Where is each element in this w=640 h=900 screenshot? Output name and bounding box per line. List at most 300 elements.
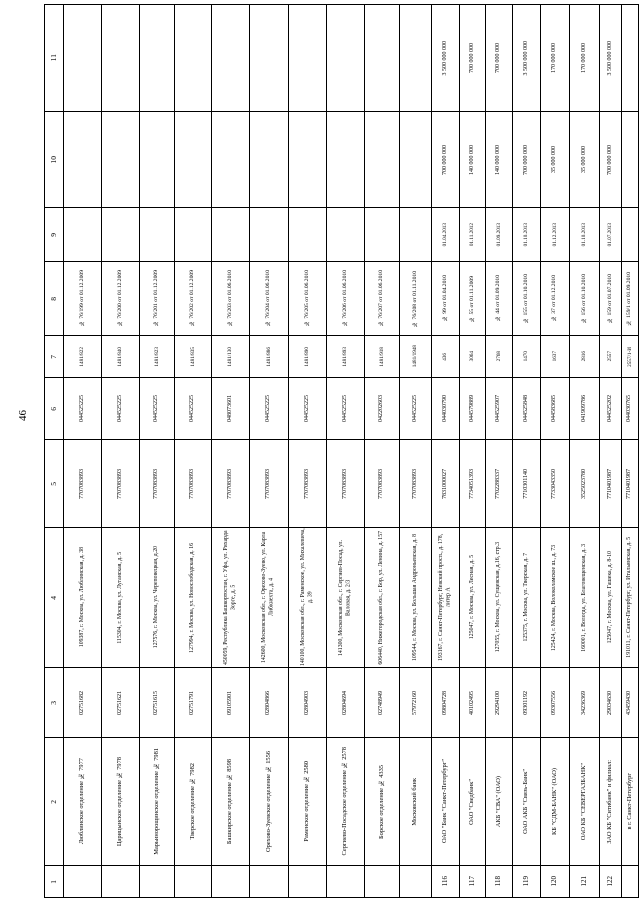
cell-limit bbox=[327, 111, 364, 207]
cell-max bbox=[432, 5, 459, 111]
cell-text: 115304, г. Москва, ул. Луганская, д. 5 bbox=[116, 551, 123, 644]
table-row-strip bbox=[174, 5, 211, 897]
cell-text: 02804694 bbox=[341, 690, 348, 715]
cell-text: 606440, Нижегородская обл., г. Бор, ул. Ленина, д. 157 bbox=[378, 530, 385, 665]
cell-text: 4 bbox=[49, 595, 59, 600]
cell-text: № 44 от 01.09.2010 bbox=[495, 275, 502, 322]
cell-text: 700 000 000 bbox=[441, 144, 448, 175]
cell-doc bbox=[102, 261, 139, 335]
cell-bik bbox=[570, 377, 599, 439]
cell-text: 02748949 bbox=[378, 690, 385, 715]
cell-limit bbox=[64, 111, 101, 207]
cell-text: 140 000 000 bbox=[468, 144, 475, 175]
cell-date bbox=[600, 207, 621, 261]
cell-code bbox=[600, 667, 621, 737]
cell-text: 044525202 bbox=[606, 395, 613, 422]
cell-name bbox=[541, 737, 569, 865]
cell-num bbox=[327, 865, 364, 897]
cell-text: 044525225 bbox=[78, 395, 85, 422]
cell-text: 57972160 bbox=[411, 690, 418, 715]
cell-num bbox=[570, 865, 599, 897]
cell-address bbox=[327, 527, 364, 667]
cell-inn bbox=[460, 439, 485, 527]
cell-inn bbox=[432, 439, 459, 527]
page-number: 46 bbox=[17, 410, 29, 421]
cell-address bbox=[140, 527, 174, 667]
cell-text: 193167, г. Санкт-Петербург, Невский просп., д. 178, литер А bbox=[437, 533, 452, 662]
cell-text: 127994, г. Москва, ул. Новослободская, д. 16 bbox=[189, 542, 196, 653]
cell-limit bbox=[140, 111, 174, 207]
cell-num bbox=[102, 865, 139, 897]
cell-column-header bbox=[45, 377, 63, 439]
cell-doc bbox=[570, 261, 599, 335]
cell-name bbox=[212, 737, 249, 865]
cell-inn bbox=[600, 439, 621, 527]
cell-num bbox=[365, 865, 399, 897]
cell-text: 35 000 000 bbox=[551, 146, 558, 173]
cell-text: 7707083893 bbox=[116, 468, 123, 499]
cell-date bbox=[432, 207, 459, 261]
cell-text: 2768 bbox=[495, 351, 502, 362]
cell-text: 01.11.2012 bbox=[469, 222, 476, 247]
registry-table bbox=[44, 4, 639, 898]
cell-text: 2 bbox=[49, 799, 59, 804]
cell-code bbox=[175, 667, 211, 737]
cell-limit bbox=[175, 111, 211, 207]
cell-text: АКБ "СВА" (ОАО) bbox=[494, 775, 502, 828]
cell-text: 109387, г. Москва, ул. Люблинская, д. 38 bbox=[78, 547, 85, 648]
cell-text: Орехово-Зуевское отделение № 1556 bbox=[264, 750, 272, 853]
cell-code bbox=[541, 667, 569, 737]
cell-text: в г. Санкт-Петербург bbox=[625, 773, 633, 830]
table-row-strip bbox=[364, 5, 399, 897]
cell-column-header bbox=[45, 667, 63, 737]
cell-text: 7710301140 bbox=[522, 468, 529, 499]
cell-text: 119 bbox=[521, 876, 530, 887]
cell-code bbox=[400, 667, 431, 737]
cell-limit bbox=[513, 111, 540, 207]
cell-text: ОАО "Сведбанк" bbox=[468, 778, 476, 825]
cell-inn bbox=[513, 439, 540, 527]
cell-num bbox=[600, 865, 621, 897]
cell-text: 01.10.2013 bbox=[523, 222, 530, 247]
cell-text: Царицынское отделение № 7978 bbox=[116, 756, 124, 847]
cell-date bbox=[250, 207, 288, 261]
cell-code bbox=[432, 667, 459, 737]
cell-text: № 76/204 от 01.06.2010 bbox=[265, 270, 272, 327]
cell-text: Тверское отделение № 7982 bbox=[188, 763, 196, 840]
cell-text: 1470 bbox=[523, 351, 530, 362]
cell-text: 7710401987 bbox=[606, 468, 613, 499]
cell-bik bbox=[400, 377, 431, 439]
cell-max bbox=[622, 5, 638, 111]
cell-text: № 155 от 01.10.2010 bbox=[522, 274, 529, 323]
cell-name bbox=[140, 737, 174, 865]
cell-address bbox=[250, 527, 288, 667]
cell-bik bbox=[250, 377, 288, 439]
cell-doc bbox=[250, 261, 288, 335]
cell-name bbox=[486, 737, 512, 865]
cell-inn bbox=[102, 439, 139, 527]
cell-text: 1481/835 bbox=[189, 346, 196, 367]
table-row-strip bbox=[569, 5, 599, 897]
cell-column-header bbox=[45, 207, 63, 261]
cell-reg bbox=[64, 335, 101, 377]
cell-bik bbox=[64, 377, 101, 439]
cell-date bbox=[622, 207, 638, 261]
cell-text: 116 bbox=[440, 876, 449, 887]
cell-text: 118 bbox=[494, 876, 503, 887]
cell-name bbox=[570, 737, 599, 865]
cell-text: ОАО "Банк "Санкт-Петербург" bbox=[441, 759, 449, 844]
cell-doc bbox=[622, 261, 638, 335]
cell-limit bbox=[460, 111, 485, 207]
cell-text: 1481/130 bbox=[227, 346, 234, 367]
cell-text: 191011, г. Санкт-Петербург, ул. Итальянская, д. 5 bbox=[626, 537, 633, 658]
cell-text: № 99 от 01.04.2010 bbox=[441, 275, 448, 322]
cell-num bbox=[541, 865, 569, 897]
cell-text: 042202603 bbox=[378, 395, 385, 422]
cell-column-header bbox=[45, 737, 63, 865]
cell-reg bbox=[600, 335, 621, 377]
cell-date bbox=[289, 207, 326, 261]
cell-name bbox=[460, 737, 485, 865]
cell-limit bbox=[400, 111, 431, 207]
cell-doc bbox=[486, 261, 512, 335]
cell-bik bbox=[175, 377, 211, 439]
cell-reg bbox=[250, 335, 288, 377]
cell-text: 044525225 bbox=[411, 395, 418, 422]
cell-text: 140100, Московская обл., г. Раменское, ул. Михалевича, д. 39 bbox=[299, 528, 314, 667]
cell-max bbox=[570, 5, 599, 111]
cell-text: Сергиево-Посадское отделение № 2578 bbox=[341, 747, 349, 856]
cell-text: 125047, г. Москва, ул. Гашека, д. 8-10 bbox=[606, 551, 613, 644]
cell-date bbox=[513, 207, 540, 261]
cell-name bbox=[432, 737, 459, 865]
cell-text: 125424, г. Москва, Волоколамское ш., д. 73 bbox=[551, 544, 558, 651]
cell-text: 43459430 bbox=[626, 690, 633, 715]
cell-date bbox=[460, 207, 485, 261]
cell-address bbox=[64, 527, 101, 667]
cell-text: 3525023780 bbox=[580, 468, 587, 499]
cell-text: 142600, Московская обл., г. Орехово-Зуево, ул. Карла Либкнехта, д. 4 bbox=[261, 531, 275, 664]
cell-name bbox=[365, 737, 399, 865]
cell-num bbox=[140, 865, 174, 897]
cell-address bbox=[486, 527, 512, 667]
table-row-strip bbox=[540, 5, 569, 897]
cell-text: ЗАО КБ "Ситибанк" и филиал: bbox=[606, 759, 614, 844]
cell-max bbox=[400, 5, 431, 111]
cell-text: 3 500 000 000 bbox=[441, 40, 448, 76]
cell-text: 02751615 bbox=[153, 690, 160, 715]
cell-max bbox=[250, 5, 288, 111]
cell-text: 044525907 bbox=[495, 395, 502, 422]
cell-text: № 159 от 01.07.2010 bbox=[606, 274, 613, 323]
table-row-strip bbox=[101, 5, 139, 897]
cell-text: 7702288337 bbox=[495, 468, 502, 499]
cell-text: 044525225 bbox=[303, 395, 310, 422]
cell-column-header bbox=[45, 865, 63, 897]
cell-max bbox=[460, 5, 485, 111]
cell-text: 1481/890 bbox=[304, 346, 311, 367]
cell-inn bbox=[64, 439, 101, 527]
cell-column-header bbox=[45, 439, 63, 527]
cell-text: 1481/893 bbox=[342, 346, 349, 367]
cell-inn bbox=[327, 439, 364, 527]
cell-text: 9 bbox=[49, 232, 59, 237]
cell-name bbox=[600, 737, 621, 865]
cell-doc bbox=[175, 261, 211, 335]
cell-text: Раменское отделение № 2580 bbox=[303, 761, 311, 842]
cell-text: 1481/886 bbox=[265, 346, 272, 367]
cell-text: 09307556 bbox=[551, 690, 558, 715]
cell-text: 02751791 bbox=[189, 690, 196, 715]
cell-text: 700 000 000 bbox=[468, 43, 475, 73]
cell-doc bbox=[460, 261, 485, 335]
cell-reg bbox=[400, 335, 431, 377]
cell-text: Марьинорощинское отделение № 7981 bbox=[152, 748, 160, 855]
cell-text: 700 000 000 bbox=[606, 144, 613, 175]
cell-text: 041909786 bbox=[580, 395, 587, 422]
cell-text: 09105901 bbox=[226, 690, 233, 715]
cell-inn bbox=[365, 439, 399, 527]
cell-reg bbox=[486, 335, 512, 377]
cell-bik bbox=[486, 377, 512, 439]
cell-text: № 159/1 от 01.09.2010 bbox=[626, 271, 633, 326]
cell-column-header bbox=[45, 527, 63, 667]
cell-num bbox=[432, 865, 459, 897]
cell-text: 02804903 bbox=[303, 690, 310, 715]
cell-reg bbox=[432, 335, 459, 377]
cell-inn bbox=[400, 439, 431, 527]
cell-inn bbox=[212, 439, 249, 527]
cell-text: № 156 от 01.10.2010 bbox=[580, 274, 587, 323]
cell-limit bbox=[570, 111, 599, 207]
cell-code bbox=[460, 667, 485, 737]
table-row-strip bbox=[399, 5, 431, 897]
cell-text: 044030790 bbox=[441, 395, 448, 422]
cell-max bbox=[541, 5, 569, 111]
cell-text: 7734051393 bbox=[468, 468, 475, 499]
cell-limit bbox=[432, 111, 459, 207]
cell-text: 1481/822 bbox=[79, 346, 86, 367]
cell-doc bbox=[513, 261, 540, 335]
cell-text: 127055, г. Москва, ул. Сущевская, д.16, стр.3 bbox=[495, 542, 502, 653]
cell-max bbox=[140, 5, 174, 111]
cell-bik bbox=[365, 377, 399, 439]
table-row-strip bbox=[63, 5, 101, 897]
cell-text: 29034630 bbox=[606, 690, 613, 715]
cell-reg bbox=[327, 335, 364, 377]
cell-text: 7707083893 bbox=[378, 468, 385, 499]
cell-text: 140 000 000 bbox=[495, 144, 502, 175]
cell-name bbox=[102, 737, 139, 865]
cell-text: 1 bbox=[49, 879, 59, 884]
cell-doc bbox=[600, 261, 621, 335]
cell-code bbox=[570, 667, 599, 737]
table-row-strip bbox=[288, 5, 326, 897]
cell-text: № 55 от 01.11.2009 bbox=[468, 275, 475, 322]
header-strip bbox=[45, 5, 63, 897]
cell-name bbox=[327, 737, 364, 865]
cell-text: 40102495 bbox=[468, 690, 475, 715]
cell-inn bbox=[175, 439, 211, 527]
cell-address bbox=[541, 527, 569, 667]
cell-date bbox=[102, 207, 139, 261]
cell-text: 170 000 000 bbox=[580, 43, 587, 73]
cell-code bbox=[250, 667, 288, 737]
cell-limit bbox=[250, 111, 288, 207]
cell-inn bbox=[570, 439, 599, 527]
cell-text: 1481/918 bbox=[378, 346, 385, 367]
cell-name bbox=[175, 737, 211, 865]
cell-num bbox=[64, 865, 101, 897]
cell-text: 09804728 bbox=[441, 690, 448, 715]
cell-text: ОАО КБ "СЕВЕРГАЗБАНК" bbox=[580, 762, 588, 841]
cell-num bbox=[486, 865, 512, 897]
cell-num bbox=[513, 865, 540, 897]
cell-text: 044525225 bbox=[265, 395, 272, 422]
cell-column-header bbox=[45, 335, 63, 377]
cell-address bbox=[432, 527, 459, 667]
cell-text: 09301192 bbox=[522, 690, 529, 715]
cell-inn bbox=[289, 439, 326, 527]
cell-doc bbox=[541, 261, 569, 335]
cell-reg bbox=[365, 335, 399, 377]
cell-text: 01.09.2013 bbox=[495, 222, 502, 247]
cell-text: 01.04.2013 bbox=[442, 222, 449, 247]
cell-text: № 76/200 от 01.12.2009 bbox=[116, 270, 123, 327]
cell-address bbox=[400, 527, 431, 667]
cell-max bbox=[513, 5, 540, 111]
cell-text: 044525225 bbox=[153, 395, 160, 422]
cell-address bbox=[289, 527, 326, 667]
cell-reg bbox=[102, 335, 139, 377]
cell-text: 1481/840 bbox=[117, 346, 124, 367]
cell-text: 160001, г. Вологда, ул. Благовещенская, д. 3 bbox=[580, 543, 587, 652]
cell-text: № 37 от 01.12.2010 bbox=[551, 275, 558, 322]
cell-limit bbox=[102, 111, 139, 207]
cell-text: 044525225 bbox=[341, 395, 348, 422]
table-row-strip bbox=[211, 5, 249, 897]
cell-max bbox=[486, 5, 512, 111]
cell-bik bbox=[541, 377, 569, 439]
cell-text: 2557 bbox=[607, 351, 614, 362]
cell-bik bbox=[327, 377, 364, 439]
cell-text: 10 bbox=[49, 155, 59, 164]
cell-date bbox=[486, 207, 512, 261]
cell-reg bbox=[175, 335, 211, 377]
cell-date bbox=[365, 207, 399, 261]
cell-text: Люблинское отделение № 7977 bbox=[78, 758, 86, 845]
cell-column-header bbox=[45, 5, 63, 111]
cell-text: 11 bbox=[49, 54, 59, 62]
cell-name bbox=[622, 737, 638, 865]
cell-name bbox=[513, 737, 540, 865]
cell-inn bbox=[541, 439, 569, 527]
cell-text: 2557/1-И bbox=[626, 346, 633, 367]
cell-text: 01.12.2013 bbox=[551, 222, 558, 247]
cell-text: № 76/199 от 01.12.2009 bbox=[78, 270, 85, 327]
cell-text: 044525225 bbox=[116, 395, 123, 422]
table-row-strip bbox=[485, 5, 512, 897]
cell-num bbox=[400, 865, 431, 897]
cell-name bbox=[289, 737, 326, 865]
cell-text: 35 000 000 bbox=[580, 146, 587, 173]
cell-inn bbox=[140, 439, 174, 527]
cell-text: 7707083893 bbox=[303, 468, 310, 499]
cell-max bbox=[365, 5, 399, 111]
table-row-strip bbox=[139, 5, 174, 897]
cell-code bbox=[513, 667, 540, 737]
cell-limit bbox=[622, 111, 638, 207]
cell-text: 7707083893 bbox=[226, 468, 233, 499]
cell-address bbox=[365, 527, 399, 667]
cell-inn bbox=[250, 439, 288, 527]
cell-text: 7733043350 bbox=[551, 468, 558, 499]
cell-doc bbox=[140, 261, 174, 335]
cell-text: 044583685 bbox=[551, 395, 558, 422]
cell-num bbox=[289, 865, 326, 897]
cell-bik bbox=[460, 377, 485, 439]
cell-code bbox=[140, 667, 174, 737]
cell-bik bbox=[600, 377, 621, 439]
cell-reg bbox=[212, 335, 249, 377]
cell-text: 7831000027 bbox=[441, 468, 448, 499]
cell-text: 109544, г. Москва, ул. Большая Андроньевская, д. 8 bbox=[411, 533, 418, 661]
cell-text: Башкирское отделение № 8598 bbox=[226, 758, 234, 845]
cell-date bbox=[541, 207, 569, 261]
cell-code bbox=[622, 667, 638, 737]
cell-text: 7710401987 bbox=[626, 468, 633, 499]
cell-text: 044030765 bbox=[626, 395, 633, 422]
cell-address bbox=[513, 527, 540, 667]
table-row-strip bbox=[249, 5, 288, 897]
cell-bik bbox=[102, 377, 139, 439]
cell-text: Борское отделение № 4335 bbox=[377, 764, 385, 839]
cell-text: ОАО АКБ "Связь-Банк" bbox=[522, 769, 530, 834]
cell-text: 7707083893 bbox=[341, 468, 348, 499]
cell-text: 450059, Республика Башкортостан, г. Уфа, ул. Рихарда Зорге, д. 5 bbox=[222, 530, 237, 665]
cell-text: 700 000 000 bbox=[495, 43, 502, 73]
cell-address bbox=[102, 527, 139, 667]
cell-text: Московский банк bbox=[411, 777, 419, 826]
cell-reg bbox=[289, 335, 326, 377]
cell-text: 7707083893 bbox=[265, 468, 272, 499]
cell-text: № 76/201 от 01.12.2009 bbox=[153, 270, 160, 327]
cell-date bbox=[570, 207, 599, 261]
cell-text: 436 bbox=[442, 352, 449, 361]
cell-text: 3 bbox=[49, 700, 59, 705]
cell-address bbox=[570, 527, 599, 667]
cell-reg bbox=[140, 335, 174, 377]
cell-text: 34236369 bbox=[580, 690, 587, 715]
cell-text: № 76/206 от 01.06.2010 bbox=[341, 270, 348, 327]
cell-doc bbox=[289, 261, 326, 335]
cell-date bbox=[64, 207, 101, 261]
cell-doc bbox=[365, 261, 399, 335]
cell-max bbox=[327, 5, 364, 111]
cell-date bbox=[212, 207, 249, 261]
cell-address bbox=[212, 527, 249, 667]
cell-text: 5 bbox=[49, 481, 59, 486]
cell-inn bbox=[486, 439, 512, 527]
cell-text: 127576, г. Москва, ул. Череповецкая, д.20 bbox=[153, 546, 160, 649]
cell-max bbox=[64, 5, 101, 111]
table-row-strip bbox=[431, 5, 459, 897]
cell-bik bbox=[622, 377, 638, 439]
cell-text: 1481/1948 bbox=[412, 345, 419, 368]
